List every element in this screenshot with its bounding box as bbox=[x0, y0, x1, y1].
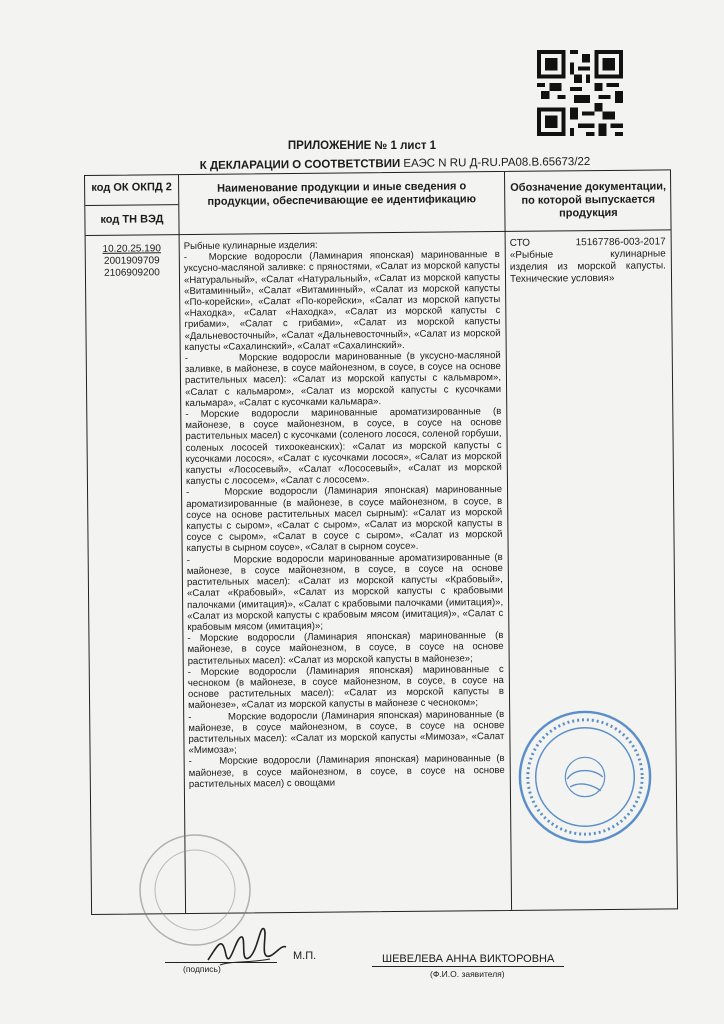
qr-code bbox=[537, 50, 623, 136]
okpd-code-header: код ОК ОКПД 2 bbox=[91, 181, 172, 194]
signature-caption: (подпись) bbox=[183, 964, 221, 974]
document-title: ПРИЛОЖЕНИЕ № 1 лист 1 bbox=[287, 140, 437, 152]
tnved-code: 2106909200 bbox=[104, 267, 160, 279]
documentation-header: Обозначение документации, по которой выпускается продукция bbox=[510, 180, 667, 220]
header-divider bbox=[85, 204, 178, 206]
applicant-caption: (Ф.И.О. заявителя) bbox=[430, 969, 505, 979]
subtitle-prefix: К ДЕКЛАРАЦИИ О СООТВЕТСТВИИ bbox=[199, 157, 401, 173]
applicant-name: ШЕВЕЛЕВА АННА ВИКТОРОВНА bbox=[382, 953, 555, 965]
company-seal bbox=[516, 708, 654, 846]
product-description: Рыбные кулинарные изделия: - Морские водоросли (Ламинария японская) маринованные в уксусно-масляной заливке: с пряностями, «Салат из морской капусты «Натуральный», «Салат «Натуральный», «Салат из морской капусты «Витаминный», «Салат «Витаминный», «Салат из морской капусты «По-корейски», «Салат «По-корейски», «Салат из морской капусты «Находка», «Салат «Находка», «Салат из морской капусты с грибами», «Салат с грибами», «Салат из морской капусты «Дальневосточный», «Салат «Дальневосточный», «Салат из морской капусты «Сахалинский», «Салат «Сахалинский». - Морские водоросли маринованные (в уксусно-масляной заливке, в майонезе, в соусе майонезном, в соусе, в соусе на основе растительных масел): «Салат из морской капусты с кальмаром», «Салат с кальмаром», «Салат из морской капусты с кусочками кальмара», «Салат с кусочками кальмара». - Морские водоросли маринованные ароматизированные (в майонезе, в соусе майонезном, в соусе, в соусе на основе растительных масел) с кусочками (соленого лосося, соленой горбуши, соленых лососей тихоокеанских): «Салат из морской капусты с кусочками лосося», «Салат с кусочками лосося», «Салат из морской капусты «Лососевый», «Салат «Лососевый», «Салат из морской капусты с лососем», «Салат с лососем». - Морские водоросли (Ламинария японская) маринованные ароматизированные (в майонезе, в соусе майонезном, в соусе, в соусе на основе растительных масел сырным): «Салат из морской капусты с сыром», «Салат с сыром», «Салат из морской капусты в соусе с сыром», «Салат в соусе с сыром», «Салат из морской капусты в сырном соусе», «Салат в сырном соусе». - Морские водоросли маринованные ароматизированные (в майонезе, в соусе майонезном, в соусе, в соусе на основе растительных масел): «Салат из морской капусты «Крабовый», «Салат «Крабовый», «Салат из морской капусты с крабовыми палочками (имитация)», «Салат с крабовыми палочками (имитация)», «Салат из морской капусты с крабовым мясом (имитация)», «Салат с крабовым мясом (имитация)»; - Морские водоросли (Ламинария японская) маринованные (в майонезе, в соусе майонезном, в соусе, в соусе на основе растительных масел): «Салат из морской капусты в майонезе»; - Морские водоросли (Ламинария японская) маринованные с чесноком (в майонезе, в соусе майонезном, в соусе, в соусе на основе растительных масел): «Салат из морской капусты в майонезе», «Салат из морской капусты в майонезе с чесноком»; - Морские водоросли (Ламинария японская) маринованные (в майонезе, в соусе майонезном, в соусе, в соусе на основе растительных масел): «Салат из морской капусты «Мимоза», «Салат «Мимоза»; - Морские водоросли (Ламинария японская) маринованные (в майонезе, в соусе майонезном, в соусе, в соусе на основе растительных масел) с овощами bbox=[183, 239, 508, 790]
tnved-code-header: код ТН ВЭД bbox=[100, 213, 164, 226]
seal-place-label: М.П. bbox=[293, 950, 317, 962]
name-line bbox=[372, 966, 564, 967]
product-codes bbox=[86, 243, 178, 280]
header-bottom-line bbox=[86, 229, 671, 236]
standard-reference: СТО 15167786-003-2017 «Рыбные кулинарные изделия из морской капусты. Технические условия» bbox=[509, 236, 669, 285]
tnved-code: 2001909709 bbox=[103, 255, 160, 267]
product-name-header: Наименование продукции и иные сведения о продукции, обеспечивающие ее идентификацию bbox=[207, 180, 477, 208]
signature-line bbox=[165, 962, 277, 963]
okpd-code: 10.20.25.190 bbox=[102, 243, 161, 255]
declaration-number: ЕАЭС N RU Д-RU.PA08.B.65673/22 bbox=[403, 155, 591, 170]
